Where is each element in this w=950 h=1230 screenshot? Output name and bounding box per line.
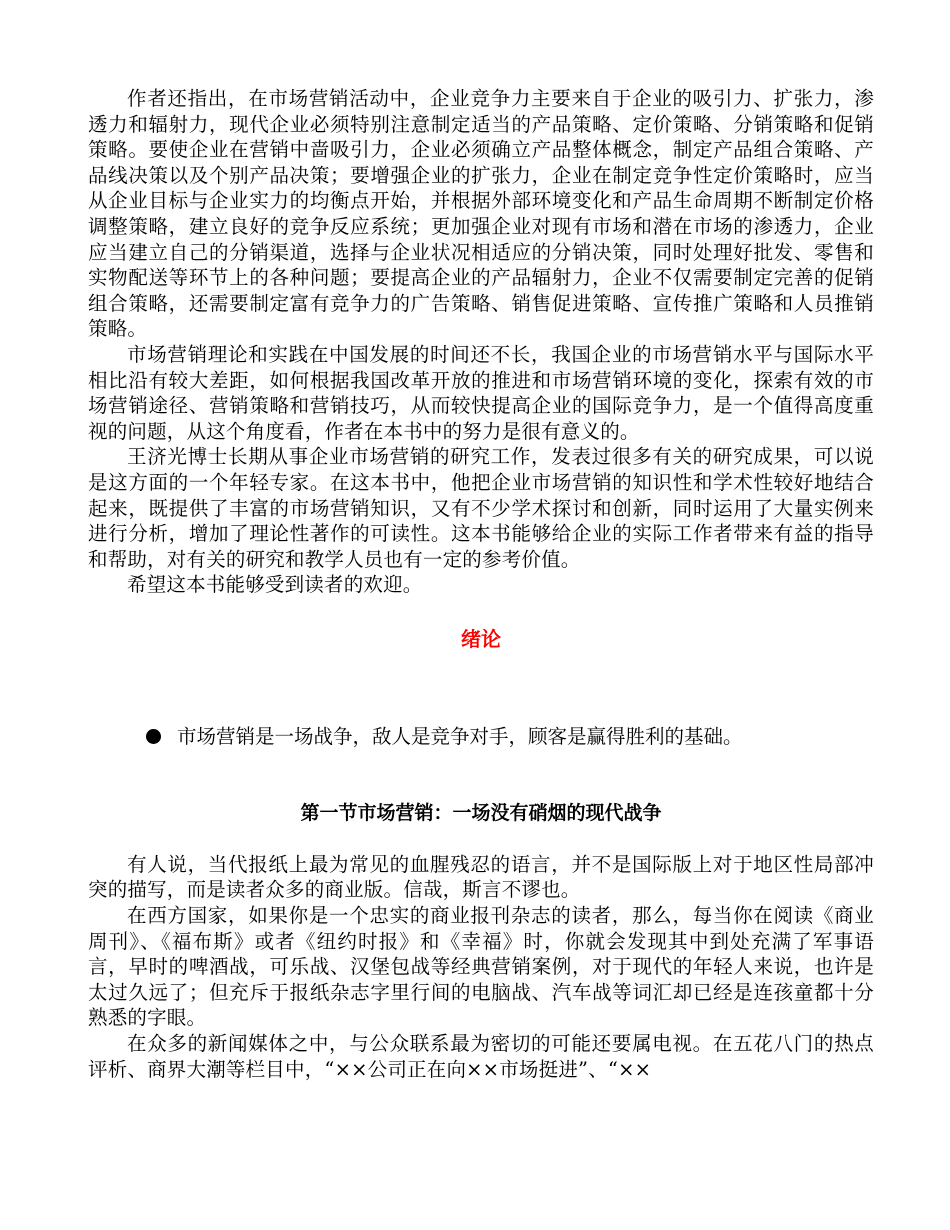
preface-paragraph: 作者还指出，在市场营销活动中，企业竞争力主要来自于企业的吸引力、扩张力，渗透力和辐射力，现代企业必须特别注意制定适当的产品策略、定价策略、分销策略和促销策略。要使企业在营销中啬吸引力，企业必须确立产品整体概念，制定产品组合策略、产品线决策以及个别产品决策；要增强企业的扩张力，企业在制定竞争性定价策略时，应当从企业目标与企业实力的均衡点开始，并根据外部环境变化和产品生命周期不断制定价格调整策略，建立良好的竞争反应系统；更加强企业对现有市场和潜在市场的渗透力，企业应当建立自己的分销渠道，选择与企业状况相适应的分销决策，同时处理好批发、零售和实物配送等环节上的各种问题；要提高企业的产品辐射力，企业不仅需要制定完善的促销组合策略，还需要制定富有竞争力的广告策略、销售促进策略、宣传推广策略和人员推销策略。 xyxy=(88,87,874,341)
chapter-title: 绪论 xyxy=(461,626,501,651)
preface-paragraph: 市场营销理论和实践在中国发展的时间还不长，我国企业的市场营销水平与国际水平相比沿有较大差距，如何根据我国改革开放的推进和市场营销环境的变化，探索有效的市场营销途径、营销策略和营销技巧，从而较快提高企业的国际竞争力，是一个值得高度重视的问题，从这个角度看，作者在本书中的努力是很有意义的。 xyxy=(88,342,874,443)
chapter-bullet-point xyxy=(88,724,874,750)
bullet-text: 市场营销是一场战争，敌人是竞争对手，顾客是赢得胜利的基础。 xyxy=(177,724,743,748)
section-paragraph: 在西方国家，如果你是一个忠实的商业报刊杂志的读者，那么，每当你在阅读《商业周刊》、《福布斯》或者《纽约时报》和《幸福》时，你就会发现其中到处充满了军事语言，早时的啤酒战，可乐战、汉堡包战等经典营销案例，对于现代的年轻人来说，也许是太过久远了；但充斥于报纸杂志字里行间的电脑战、汽车战等词汇却已经是连孩童都十分熟悉的字眼。 xyxy=(88,904,874,1030)
section-title: 第一节市场营销：一场没有硝烟的现代战争 xyxy=(300,801,662,824)
preface-paragraph: 王济光博士长期从事企业市场营销的研究工作，发表过很多有关的研究成果，可以说是这方面的一个年轻专家。在这本书中，他把企业市场营销的知识性和学术性较好地结合起来，既提供了丰富的市场营销知识，又有不少学术探讨和创新，同时运用了大量实例来进行分析，增加了理论性著作的可读性。这本书能够给企业的实际工作者带来有益的指导和帮助，对有关的研究和教学人员也有一定的参考价值。 xyxy=(88,445,874,571)
section-paragraph: 有人说，当代报纸上最为常见的血腥残忍的语言，并不是国际版上对于地区性局部冲突的描写，而是读者众多的商业版。信哉，斯言不谬也。 xyxy=(88,852,874,902)
document-page xyxy=(88,86,874,1082)
preface-paragraph: 希望这本书能够受到读者的欢迎。 xyxy=(127,573,423,597)
black-circle-bullet-icon xyxy=(146,729,161,744)
section-paragraph: 在众多的新闻媒体之中，与公众联系最为密切的可能还要属电视。在五花八门的热点评析、商界大潮等栏目中，“××公司正在向××市场挺进”、“×× xyxy=(88,1032,874,1081)
